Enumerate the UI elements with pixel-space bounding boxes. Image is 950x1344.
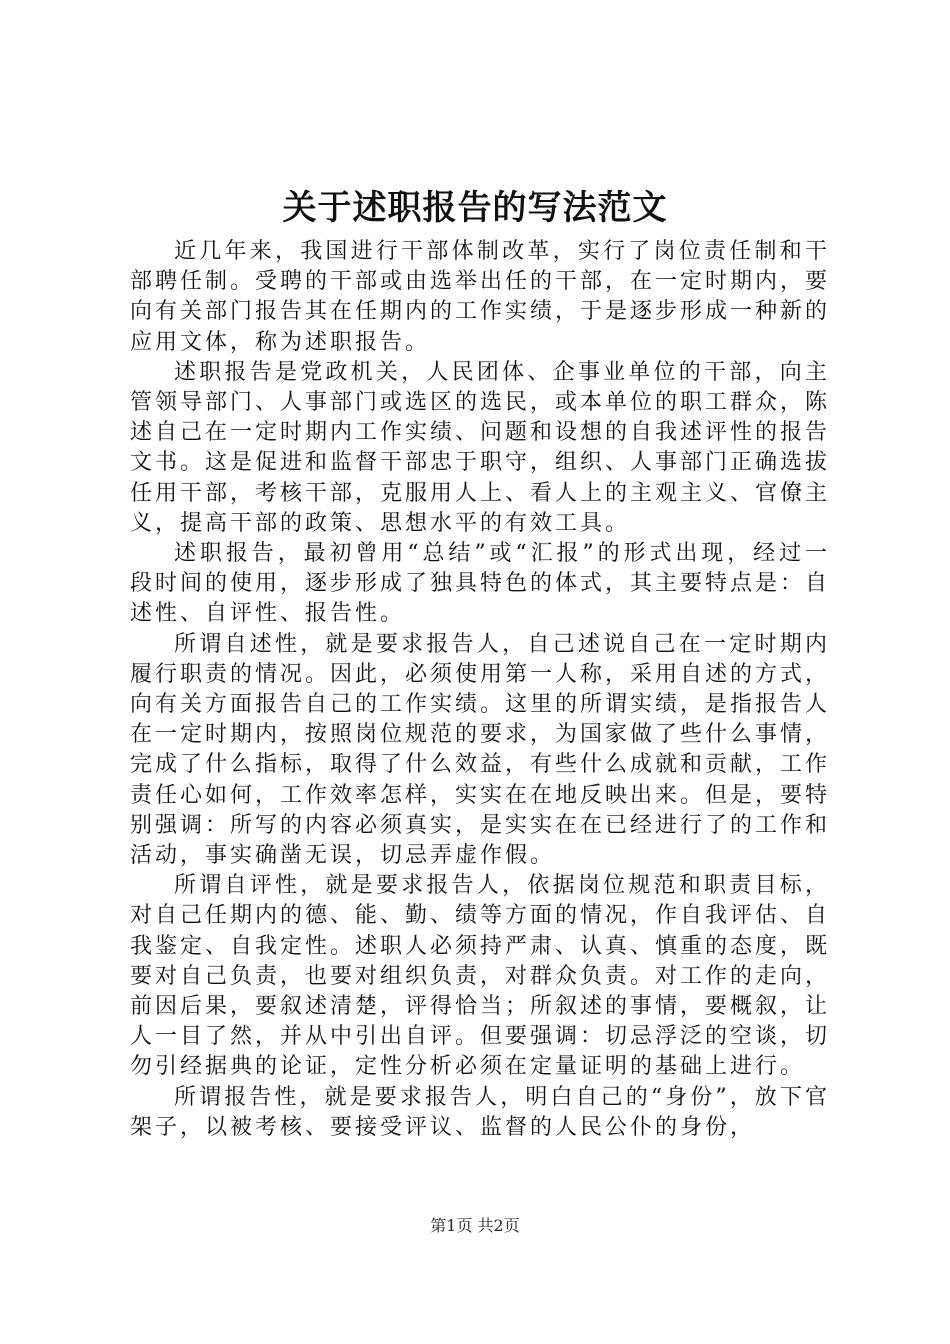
paragraph-1: 近几年来，我国进行干部体制改革，实行了岗位责任制和干部聘任制。受聘的干部或由选举出任的干部，在一定时期内，要向有关部门报告其在任期内的工作实绩，于是逐步形成一种新的应用文体，称为述职报告。 bbox=[130, 239, 831, 355]
paragraph-6: 所谓报告性，就是要求报告人，明白自己的“身份”，放下官架子，以被考核、要接受评议、监督的人民公仆的身份， bbox=[130, 1084, 830, 1140]
document-body bbox=[130, 237, 830, 1143]
paragraph-4: 所谓自述性，就是要求报告人，自己述说自己在一定时期内履行职责的情况。因此，必须使用第一人称，采用自述的方式，向有关方面报告自己的工作实绩。这里的所谓实绩，是指报告人在一定时期内，按照岗位规范的要求，为国家做了些什么事情，完成了什么指标，取得了什么效益，有些什么成就和贡献，工作责任心如何，工作效率怎样，实实在在地反映出来。但是，要特别强调：所写的内容必须真实，是实实在在已经进行了的工作和活动，事实确凿无误，切忌弄虚作假。 bbox=[130, 631, 831, 869]
paragraph-5: 所谓自评性，就是要求报告人，依据岗位规范和职责目标，对自己任期内的德、能、勤、绩等方面的情况，作自我评估、自我鉴定、自我定性。述职人必须持严肃、认真、慎重的态度，既要对自己负责，也要对组织负责，对群众负责。对工作的走向，前因后果，要叙述清楚，评得恰当；所叙述的事情，要概叙，让人一目了然，并从中引出自评。但要强调：切忌浮泛的空谈，切勿引经据典的论证，定性分析必须在定量证明的基础上进行。 bbox=[130, 873, 831, 1080]
paragraph-3: 述职报告，最初曾用“总结”或“汇报”的形式出现，经过一段时间的使用，逐步形成了独具特色的体式，其主要特点是：自述性、自评性、报告性。 bbox=[130, 541, 831, 627]
document-title: 关于述职报告的写法范文 bbox=[282, 188, 668, 228]
paragraph-2: 述职报告是党政机关，人民团体、企事业单位的干部，向主管领导部门、人事部门或选区的选民，或本单位的职工群众，陈述自己在一定时期内工作实绩、问题和设想的自我述评性的报告文书。这是促进和监督干部忠于职守，组织、人事部门正确选拔任用干部，考核干部，克服用人上、看人上的主观主义、官僚主义，提高干部的政策、思想水平的有效工具。 bbox=[130, 359, 831, 536]
page-number-footer: 第1页 共2页 bbox=[430, 1216, 520, 1235]
